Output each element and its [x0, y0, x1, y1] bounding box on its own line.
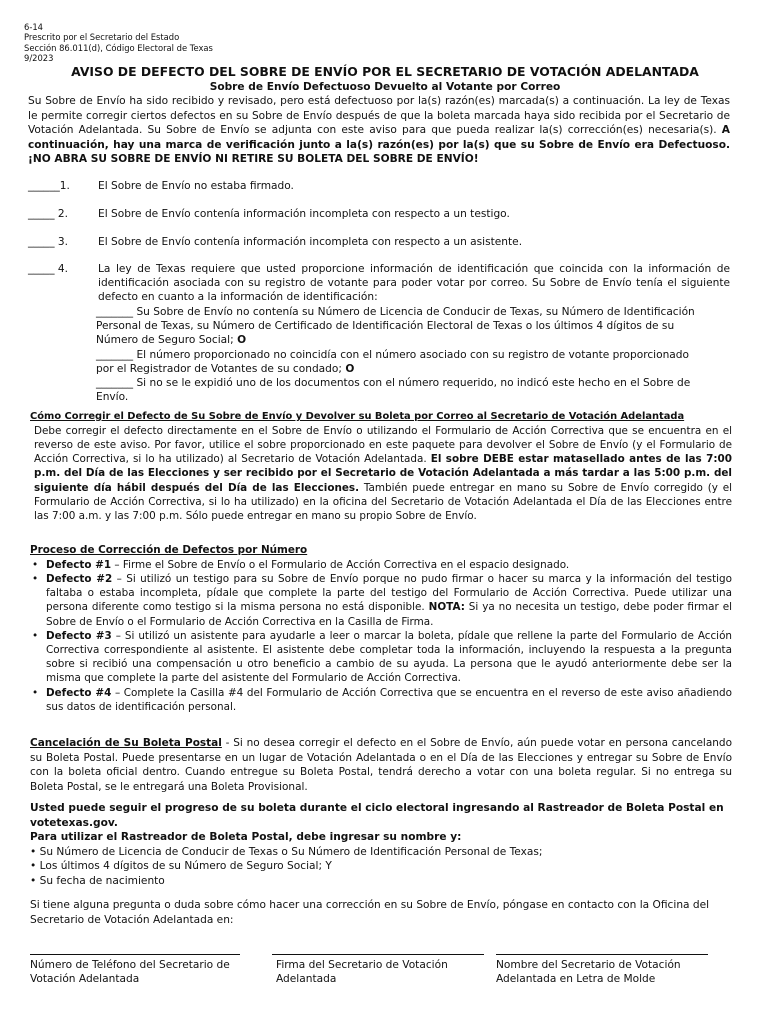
tracker-bullet-3: • Su fecha de nacimiento — [30, 874, 165, 887]
process-item-label: Defecto #1 — [46, 558, 112, 571]
tracker-bullet-text: Su Número de Licencia de Conducir de Texas o Su Número de Identificación Personal de Texas; — [39, 845, 543, 858]
defect-text: El Sobre de Envío contenía información incompleta con respecto a un asistente. — [98, 236, 523, 248]
process-section — [30, 544, 732, 714]
cancellation-text: - Si no desea corregir el defecto en el Sobre de Envío, aún puede votar en persona cancelando su Boleta Postal. Puede presentarse en un lugar de Votación Adelantada o en el Día de las Elecciones y entregar su Sobre de Envío con la boleta oficial dentro. Cuando entregue su Boleta Postal, tendrá derecho a votar con una boleta regular. Si no entrega su Boleta Postal, se le entregará una Boleta Provisional. — [30, 737, 732, 793]
tracker-bullet-text: Los últimos 4 dígitos de su Número de Seguro Social; Y — [39, 860, 332, 873]
defect-text: El Sobre de Envío contenía información incompleta con respecto a un testigo. — [98, 208, 510, 220]
tracker-bullet-text: Su fecha de nacimiento — [39, 874, 165, 887]
process-item-text: – Si utilizó un asistente para ayudarle a leer o marcar la boleta, pídale que rellene la parte del Formulario de Acción Correctiva correspondiente al asistente. El asistente debe completar toda la información, incluyendo la respuesta a la pregunta sobre si recibió una compensación u otro beneficio a cambio de su ayuda. La persona que le ayudó anteriormente debe ser la misma que complete la parte del asistente del Formulario de Acción Correctiva. — [46, 629, 733, 685]
tracker-section — [30, 801, 732, 889]
process-item-label: Defecto #4 — [46, 686, 112, 699]
clerk-name-line[interactable] — [496, 954, 708, 955]
process-item-label: Defecto #2 — [46, 573, 113, 585]
form-date: 9/2023 — [24, 53, 54, 64]
intro-text: Su Sobre de Envío ha sido recibido y revisado, pero está defectuoso por la(s) razón(es) marcada(s) a continuación. La ley de Texas le permite corregir ciertos defectos en su Sobre de Envío después de que la boleta marcada haya sido recibida por el Secretario de Votación Adelantada. Su Sobre de Envío se adjunta con este aviso para que pueda realizar la(s) corrección(es) necesaria(s). — [28, 95, 730, 137]
defect-checkbox-line[interactable]: _____ 4. — [28, 263, 68, 275]
defect4-option-text: _______ Si no se le expidió uno de los documentos con el número requerido, no indicó este hecho en el Sobre de Envío. — [96, 377, 691, 404]
process-item-text: – Firme el Sobre de Envío o el Formulario de Acción Correctiva en el espacio designado. — [111, 558, 570, 571]
process-item-3 — [30, 629, 732, 686]
defect4-option-conj: O — [345, 362, 355, 375]
how-to-text: Debe corregir el defecto directamente en el Sobre de Envío o utilizando el Formulario de Acción Correctiva que se encuentra en el reverso de este aviso. Por favor, utilice el sobre proporcionado en este paquete para devolver el Sobre de Envío (y el Formulario de Acción Correctiva, si lo ha utilizado) al Secretario de Votación Adelantada. — [34, 424, 732, 466]
phone-label: Número de Teléfono del Secretario de Votación Adelantada — [30, 959, 230, 985]
process-note-text: Si ya no necesita un testigo, debe poder firmar el Sobre de Envío o el Formulario de Acción Correctiva en la Casilla de Firma. — [46, 601, 732, 628]
cancellation-heading: Cancelación de Su Boleta Postal — [30, 737, 222, 749]
process-heading: Proceso de Corrección de Defectos por Número — [30, 544, 308, 556]
defect4-options — [96, 305, 696, 404]
document-subtitle: Sobre de Envío Defectuoso Devuelto al Votante por Correo — [209, 81, 561, 93]
code-section: Sección 86.011(d), Código Electoral de Texas — [24, 42, 213, 53]
printed-name-label: Nombre del Secretario de Votación Adelantada en Letra de Molde — [496, 959, 681, 985]
form-number: 6-14 — [24, 22, 44, 32]
defect-checkbox-line[interactable]: ______1. — [28, 180, 70, 192]
form-header — [24, 22, 213, 64]
document-title: AVISO DE DEFECTO DEL SOBRE DE ENVÍO POR EL SECRETARIO DE VOTACIÓN ADELANTADA — [71, 64, 699, 79]
process-item-1 — [30, 558, 732, 572]
defect4-option-2 — [96, 348, 696, 376]
tracker-intro: Usted puede seguir el progreso de su boleta durante el ciclo electoral ingresando al Rastreador de Boleta Postal en votetexas.gov. — [30, 802, 724, 829]
signature-label: Firma del Secretario de Votación Adelantada — [276, 959, 448, 985]
how-to-paragraph — [30, 424, 732, 523]
intro-paragraph — [28, 94, 730, 167]
defect4-option-3 — [96, 376, 696, 404]
how-to-heading: Cómo Corregir el Defecto de Su Sobre de Envío y Devolver su Boleta por Correo al Secretario de Votación Adelantada — [30, 411, 685, 422]
process-note-label: NOTA: — [428, 601, 465, 614]
how-to-text-2: También puede entregar en mano su Sobre de Envío corregido (y el Formulario de Acción Correctiva, si lo ha utilizado) en la oficina del Secretario de Votación Adelantada el Día de las Elecciones entre las 7:00 a.m. y las 7:00 p.m. Sólo puede entregar en mano su propio Sobre de Envío. — [34, 481, 732, 523]
contact-paragraph: Si tiene alguna pregunta o duda sobre cómo hacer una corrección en su Sobre de Envío, póngase en contacto con la Oficina del Secretario de Votación Adelantada en: — [30, 899, 710, 926]
prescribed-by: Prescrito por el Secretario del Estado — [24, 32, 180, 43]
tracker-bullet-2: • Los últimos 4 dígitos de su Número de Seguro Social; Y — [30, 860, 332, 873]
defect-checkbox-line[interactable]: _____ 3. — [28, 236, 68, 248]
process-item-2 — [30, 572, 732, 629]
defect4-option-1 — [96, 305, 696, 348]
process-item-text: – Si utilizó un testigo para su Sobre de Envío porque no pudo firmar o hacer su marca y la información del testigo faltaba o estaba incompleta, pídale que complete la parte del testigo del Formulario de Acción Correctiva. Puede utilizar una persona diferente como testigo si la misma persona no está disponible. — [46, 573, 732, 614]
defect4-option-conj: O — [237, 334, 247, 347]
how-to-section — [30, 410, 732, 523]
process-item-text: – Complete la Casilla #4 del Formulario de Acción Correctiva que se encuentra en el reverso de este aviso añadiendo sus datos de identificación personal. — [46, 686, 732, 713]
tracker-bullet-1: • Su Número de Licencia de Conducir de Texas o Su Número de Identificación Personal de Texas; — [30, 845, 543, 858]
defect-checkbox-line[interactable]: _____ 2. — [28, 208, 68, 220]
how-to-bold-text: El sobre DEBE estar matasellado antes de las 7:00 p.m. del Día de las Elecciones y ser recibido por el Secretario de Votación Adelantada a más tardar a las 5:00 p.m. del siguiente día hábil después del Día de las Elecciones. — [34, 453, 732, 494]
cancellation-section — [30, 736, 732, 794]
phone-signature-line[interactable] — [30, 954, 240, 955]
intro-bold-text: A continuación, hay una marca de verificación junto a la(s) razón(es) por la(s) que su Sobre de Envío era Defectuoso. ¡NO ABRA SU SOBRE DE ENVÍO NI RETIRE SU BOLETA DEL SOBRE DE ENVÍO! — [28, 124, 730, 166]
clerk-signature-line[interactable] — [272, 954, 484, 955]
defect4-option-text: _______ Su Sobre de Envío no contenía su Número de Licencia de Conducir de Texas, su Número de Identificación Personal de Texas, su Número de Certificado de Identificación Electoral de Texas o los últimos 4 dígitos de su Número de Seguro Social; — [96, 306, 695, 347]
defect4-option-text: _______ El número proporcionado no coincidía con el número asociado con su registro de votante proporcionado por el Registrador de Votantes de su condado; — [96, 348, 689, 375]
tracker-requirements: Para utilizar el Rastreador de Boleta Postal, debe ingresar su nombre y: — [30, 831, 462, 844]
defect-text: El Sobre de Envío no estaba firmado. — [98, 180, 294, 192]
process-item-label: Defecto #3 — [46, 629, 112, 642]
defect-text: La ley de Texas requiere que usted proporcione información de identificación que coincida con la información de identificación asociada con su registro de votante para poder votar por correo. Su Sobre de Envío tenía el siguiente defecto en cuanto a la información de identificación: — [98, 263, 730, 303]
process-item-4 — [30, 686, 732, 714]
